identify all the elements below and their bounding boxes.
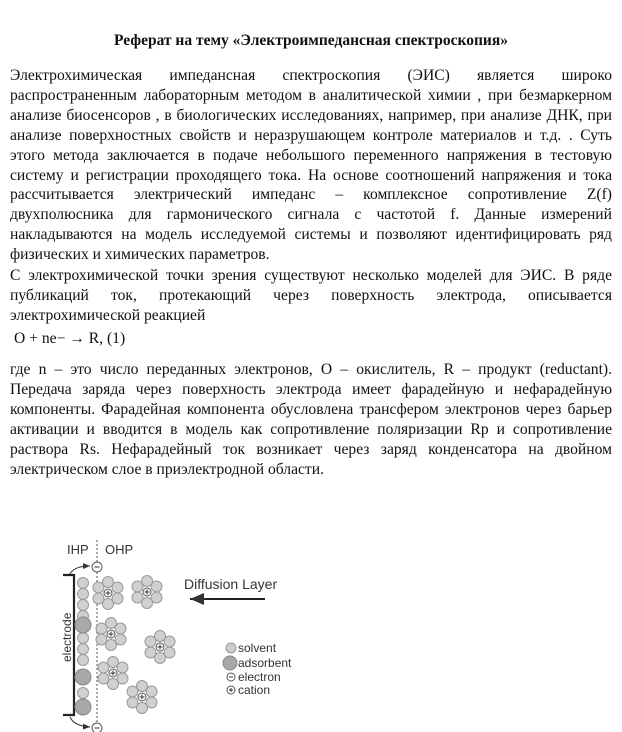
ihp-label: IHP <box>67 542 89 557</box>
solvent-molecule <box>146 686 157 697</box>
solvent-molecule <box>78 644 89 655</box>
solvent-molecule <box>78 633 89 644</box>
adsorbent-molecule <box>75 669 91 685</box>
electron-bottom <box>92 723 102 732</box>
electrode-label: electrode <box>60 612 74 662</box>
legend-adsorbent: adsorbent <box>238 656 292 670</box>
ohp-label: OHP <box>105 542 134 557</box>
solvent-molecule <box>127 697 138 708</box>
solvated-cations <box>93 576 175 714</box>
legend-cation: cation <box>238 683 271 697</box>
solvent-molecule <box>96 634 107 645</box>
paragraph-charge-transfer: где n – это число переданных электронов, O – окислитель, R – продукт (reductant). Передача заряда через поверхность электрода имеет фарадейную и нефарадейную компоненты. Фарадейная компонента обусловлена трансфером электронов через барьер активации и вводится в модель как сопротивление поляризации Rp и сопротивление раствора Rs. Нефарадейный ток возникает через заряд конденсатора на двойном электрическом слое в приэлектродной области. <box>10 361 612 478</box>
solvent-molecule <box>93 593 104 604</box>
solvent-molecule <box>78 600 89 611</box>
solvent-molecule <box>145 647 156 658</box>
legend-electron: electron <box>238 670 281 684</box>
electron-top <box>92 562 102 572</box>
solvent-molecule <box>151 581 162 592</box>
solvent-molecule <box>78 688 89 699</box>
solvent-molecule <box>98 673 109 684</box>
double-layer-diagram <box>50 530 300 732</box>
solvent-molecule <box>117 662 128 673</box>
solvent-molecule <box>78 655 89 666</box>
ihp-layer <box>75 578 91 716</box>
solvent-molecule <box>112 582 123 593</box>
electron-arrow-top <box>70 566 90 574</box>
paragraph-models: С электрохимической точки зрения существуют несколько моделей для ЭИС. В ряде публикаций ток, протекающий через поверхность электрода, описывается электрохимической реакцией <box>10 267 612 324</box>
formula: O + ne− → R, (1) <box>14 330 126 347</box>
legend <box>223 641 292 697</box>
legend-solvent-icon <box>226 643 236 653</box>
paragraph-intro: Электрохимическая импедансная спектроскопия (ЭИС) является широко распространенным лабораторным методом в аналитической химии , при безмаркерном анализе биосенсоров , в биологических исследованиях, например, при анализе ДНК, при анализе поверхностных свойств и неразрушающем контроле материалов и т.д. . Суть этого метода заключается в подаче небольшого переменного напряжения в тестовую систему и регистрации проходящего тока. На основе соотношений напряжения и тока рассчитывается электрический импеданс – комплексное сопротивление Z(f) двухполюсника для гармонического сигнала с частотой f. Данные измерений накладываются на модель исследуемой системы и позволяют идентифицировать ряд физических и химических параметров. <box>10 67 612 264</box>
legend-solvent: solvent <box>238 641 277 655</box>
solvent-molecule <box>78 589 89 600</box>
solvent-molecule <box>78 578 89 589</box>
diffusion-layer-label: Diffusion Layer <box>184 576 278 592</box>
adsorbent-molecule <box>75 699 91 715</box>
adsorbent-molecule <box>75 617 91 633</box>
solvent-molecule <box>164 636 175 647</box>
electron-arrow-bottom <box>70 717 90 727</box>
solvent-molecule <box>115 623 126 634</box>
solvent-molecule <box>132 592 143 603</box>
document-title: Реферат на тему «Электроимпедансная спектроскопия» <box>114 32 508 49</box>
legend-adsorbent-icon <box>223 656 237 670</box>
